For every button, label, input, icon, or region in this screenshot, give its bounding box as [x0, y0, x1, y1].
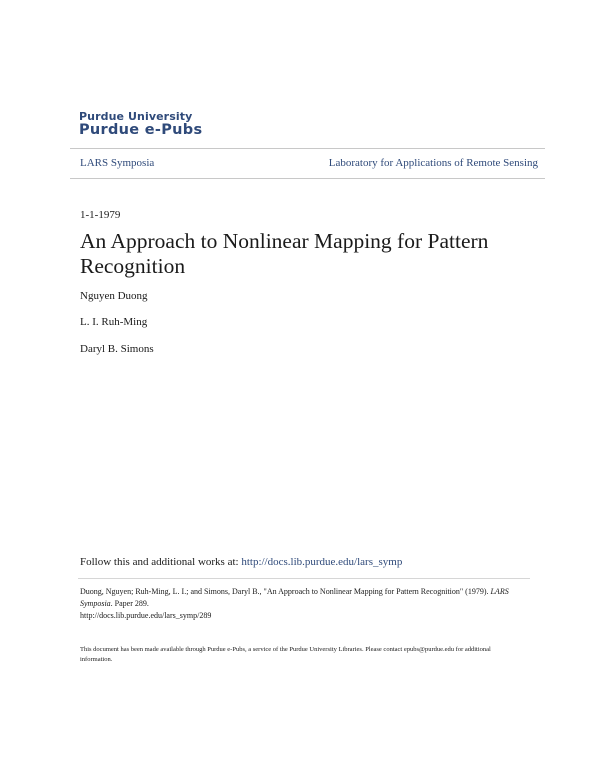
citation-url[interactable]: http://docs.lib.purdue.edu/lars_symp/289 — [80, 611, 212, 620]
author-name[interactable]: Nguyen Duong — [80, 290, 148, 302]
paper-title: An Approach to Nonlinear Mapping for Pattern Recognition — [80, 229, 489, 278]
follow-line — [80, 556, 402, 568]
citation-divider — [78, 578, 530, 579]
lab-link[interactable]: Laboratory for Applications of Remote Sensing — [328, 157, 538, 169]
citation-series: LARS Symposia — [80, 587, 509, 608]
citation-text: Duong, Nguyen; Ruh-Ming, L. I.; and Simons, Daryl B., "An Approach to Nonlinear Mapping for Pattern Recognition" (1979). — [80, 587, 491, 596]
follow-text: Follow this and additional works at: — [80, 556, 242, 568]
nav-divider — [70, 178, 545, 179]
availability-notice: This document has been made available through Purdue e-Pubs, a service of the Purdue University Libraries. Please contact epubs@purdue.edu for additional information. — [80, 646, 491, 663]
recommended-citation — [80, 586, 530, 622]
top-divider — [70, 148, 545, 149]
series-link[interactable]: LARS Symposia — [80, 157, 155, 169]
publication-date: 1-1-1979 — [80, 209, 121, 221]
citation-paper: . Paper 289. — [110, 599, 149, 608]
author-name[interactable]: L. I. Ruh-Ming — [80, 316, 148, 328]
author-name[interactable]: Daryl B. Simons — [80, 343, 154, 355]
repository-name[interactable]: Purdue e-Pubs — [79, 122, 203, 138]
university-name: Purdue University — [79, 110, 193, 123]
collection-link[interactable]: http://docs.lib.purdue.edu/lars_symp — [241, 556, 403, 568]
